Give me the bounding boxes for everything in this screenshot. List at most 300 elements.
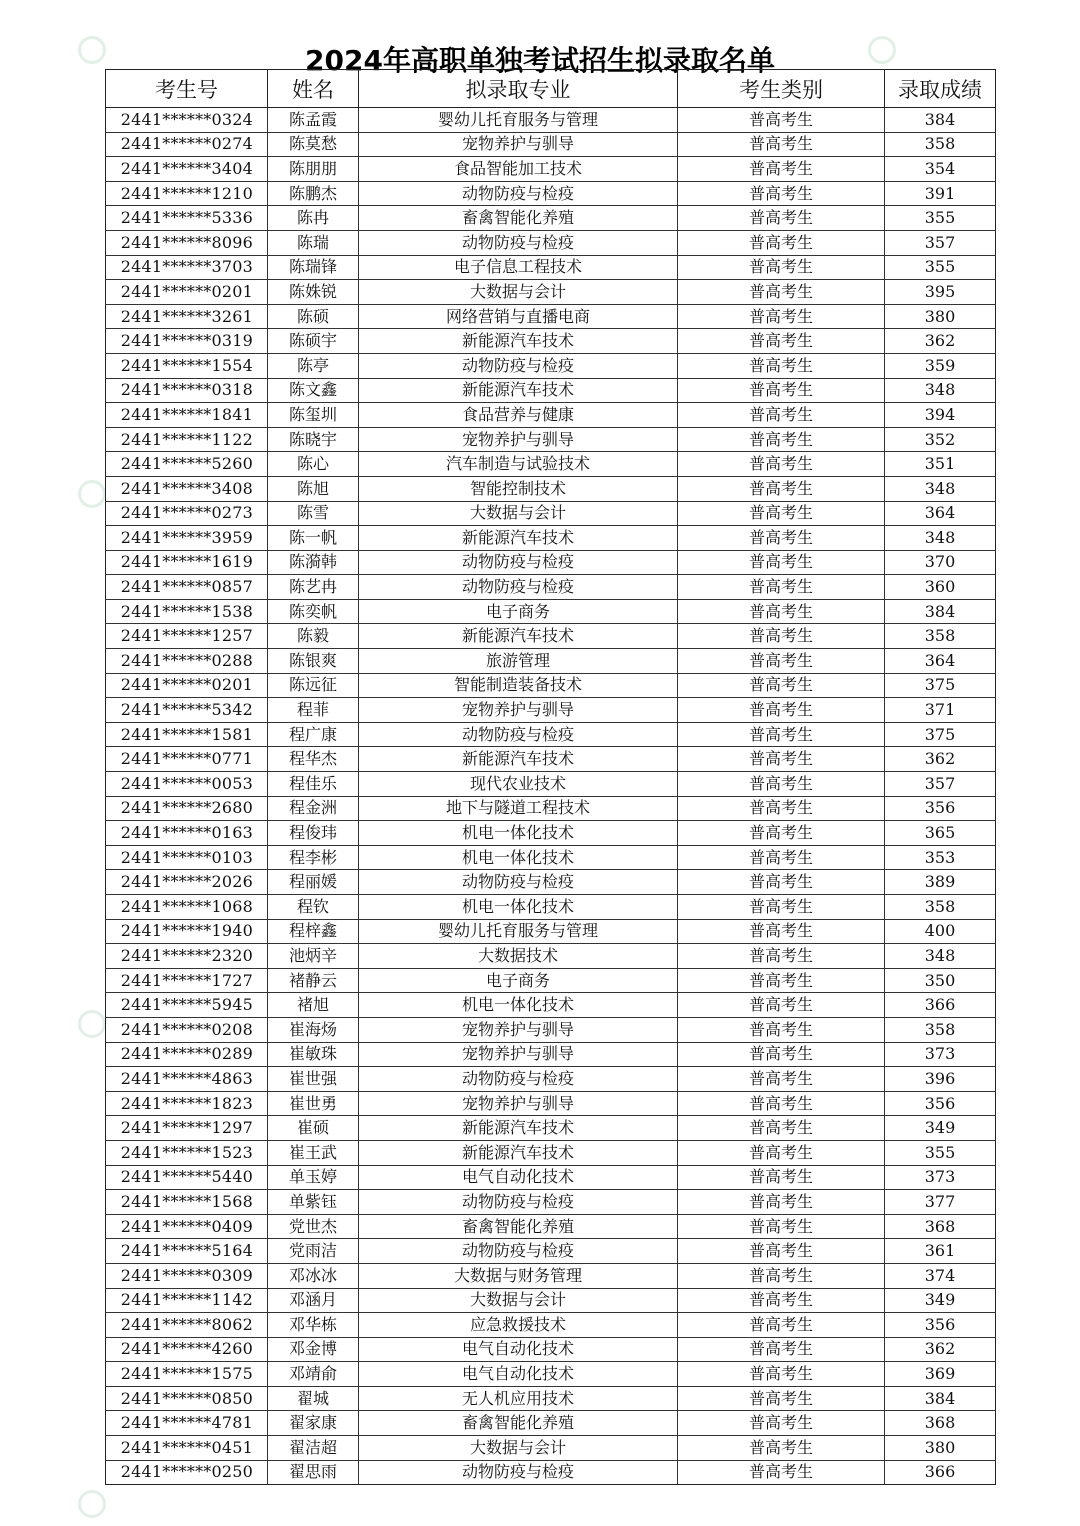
cell-score: 380 <box>885 304 996 329</box>
table-row <box>106 1214 996 1239</box>
table-row <box>106 427 996 452</box>
cell-exam-id: 2441******0053 <box>106 772 268 797</box>
cell-score: 357 <box>885 772 996 797</box>
cell-major: 畜禽智能化养殖 <box>359 1214 678 1239</box>
cell-major: 宠物养护与驯导 <box>359 1091 678 1116</box>
cell-name: 陈旭 <box>268 476 359 501</box>
cell-category: 普高考生 <box>678 845 885 870</box>
watermark-logo-icon <box>78 1490 106 1518</box>
cell-score: 377 <box>885 1190 996 1215</box>
cell-category: 普高考生 <box>678 796 885 821</box>
cell-name: 陈毅 <box>268 624 359 649</box>
cell-score: 375 <box>885 722 996 747</box>
table-row <box>106 476 996 501</box>
cell-category: 普高考生 <box>678 476 885 501</box>
cell-major: 电气自动化技术 <box>359 1362 678 1387</box>
table-row <box>106 403 996 428</box>
cell-score: 384 <box>885 599 996 624</box>
watermark-logo-icon <box>78 1010 106 1038</box>
cell-score: 358 <box>885 132 996 157</box>
cell-score: 349 <box>885 1116 996 1141</box>
cell-exam-id: 2441******2680 <box>106 796 268 821</box>
table-row <box>106 206 996 231</box>
cell-name: 陈漪韩 <box>268 550 359 575</box>
cell-category: 普高考生 <box>678 1288 885 1313</box>
cell-major: 新能源汽车技术 <box>359 747 678 772</box>
cell-score: 364 <box>885 501 996 526</box>
cell-major: 现代农业技术 <box>359 772 678 797</box>
cell-score: 362 <box>885 1337 996 1362</box>
cell-name: 陈鹏杰 <box>268 181 359 206</box>
cell-score: 355 <box>885 206 996 231</box>
admission-list-table <box>105 69 996 1485</box>
table-row <box>106 329 996 354</box>
cell-score: 395 <box>885 280 996 305</box>
cell-score: 369 <box>885 1362 996 1387</box>
cell-score: 396 <box>885 1067 996 1092</box>
cell-score: 360 <box>885 575 996 600</box>
cell-exam-id: 2441******5260 <box>106 452 268 477</box>
cell-name: 程佳乐 <box>268 772 359 797</box>
cell-name: 邓金博 <box>268 1337 359 1362</box>
cell-major: 机电一体化技术 <box>359 895 678 920</box>
cell-major: 智能控制技术 <box>359 476 678 501</box>
table-row <box>106 526 996 551</box>
cell-name: 程广康 <box>268 722 359 747</box>
cell-score: 358 <box>885 624 996 649</box>
cell-major: 畜禽智能化养殖 <box>359 206 678 231</box>
table-row <box>106 698 996 723</box>
cell-major: 旅游管理 <box>359 649 678 674</box>
cell-name: 陈银爽 <box>268 649 359 674</box>
table-row <box>106 1091 996 1116</box>
cell-major: 电子信息工程技术 <box>359 255 678 280</box>
cell-score: 356 <box>885 1313 996 1338</box>
cell-exam-id: 2441******1210 <box>106 181 268 206</box>
cell-name: 陈莫愁 <box>268 132 359 157</box>
cell-major: 动物防疫与检疫 <box>359 230 678 255</box>
cell-major: 大数据技术 <box>359 944 678 969</box>
cell-name: 程金洲 <box>268 796 359 821</box>
cell-name: 陈硕宇 <box>268 329 359 354</box>
cell-major: 动物防疫与检疫 <box>359 1067 678 1092</box>
header-row <box>106 70 996 108</box>
cell-major: 智能制造装备技术 <box>359 673 678 698</box>
cell-major: 机电一体化技术 <box>359 845 678 870</box>
cell-category: 普高考生 <box>678 1214 885 1239</box>
cell-name: 翟城 <box>268 1386 359 1411</box>
cell-exam-id: 2441******0857 <box>106 575 268 600</box>
cell-major: 动物防疫与检疫 <box>359 1460 678 1485</box>
cell-exam-id: 2441******1619 <box>106 550 268 575</box>
cell-category: 普高考生 <box>678 353 885 378</box>
cell-score: 348 <box>885 476 996 501</box>
cell-exam-id: 2441******0771 <box>106 747 268 772</box>
table-row <box>106 895 996 920</box>
table-row <box>106 821 996 846</box>
cell-major: 动物防疫与检疫 <box>359 181 678 206</box>
table-row <box>106 304 996 329</box>
cell-major: 汽车制造与试验技术 <box>359 452 678 477</box>
cell-name: 陈一帆 <box>268 526 359 551</box>
cell-name: 陈远征 <box>268 673 359 698</box>
cell-major: 电子商务 <box>359 968 678 993</box>
cell-name: 崔敏珠 <box>268 1042 359 1067</box>
cell-score: 359 <box>885 353 996 378</box>
cell-major: 动物防疫与检疫 <box>359 870 678 895</box>
table-row <box>106 132 996 157</box>
cell-name: 陈孟霞 <box>268 108 359 133</box>
cell-major: 大数据与会计 <box>359 501 678 526</box>
column-header-exam-id: 考生号 <box>106 70 268 108</box>
table-row <box>106 1067 996 1092</box>
cell-exam-id: 2441******0201 <box>106 280 268 305</box>
cell-score: 350 <box>885 968 996 993</box>
cell-category: 普高考生 <box>678 1091 885 1116</box>
cell-major: 动物防疫与检疫 <box>359 353 678 378</box>
cell-exam-id: 2441******4863 <box>106 1067 268 1092</box>
cell-name: 翟思雨 <box>268 1460 359 1485</box>
cell-category: 普高考生 <box>678 1460 885 1485</box>
cell-name: 池炳辛 <box>268 944 359 969</box>
cell-category: 普高考生 <box>678 821 885 846</box>
table-row <box>106 1140 996 1165</box>
cell-category: 普高考生 <box>678 280 885 305</box>
cell-category: 普高考生 <box>678 870 885 895</box>
cell-name: 党世杰 <box>268 1214 359 1239</box>
cell-major: 食品营养与健康 <box>359 403 678 428</box>
cell-exam-id: 2441******1841 <box>106 403 268 428</box>
cell-major: 食品智能加工技术 <box>359 157 678 182</box>
cell-major: 宠物养护与驯导 <box>359 1042 678 1067</box>
cell-name: 陈姝锐 <box>268 280 359 305</box>
cell-name: 翟洁超 <box>268 1436 359 1461</box>
cell-score: 375 <box>885 673 996 698</box>
cell-name: 程丽媛 <box>268 870 359 895</box>
cell-category: 普高考生 <box>678 698 885 723</box>
table-row <box>106 353 996 378</box>
cell-score: 373 <box>885 1165 996 1190</box>
cell-major: 动物防疫与检疫 <box>359 1239 678 1264</box>
cell-exam-id: 2441******3703 <box>106 255 268 280</box>
cell-exam-id: 2441******3404 <box>106 157 268 182</box>
cell-name: 陈冉 <box>268 206 359 231</box>
cell-category: 普高考生 <box>678 1337 885 1362</box>
cell-major: 新能源汽车技术 <box>359 1116 678 1141</box>
cell-category: 普高考生 <box>678 1386 885 1411</box>
cell-exam-id: 2441******1575 <box>106 1362 268 1387</box>
table-row <box>106 722 996 747</box>
cell-category: 普高考生 <box>678 132 885 157</box>
table-row <box>106 1386 996 1411</box>
table-row <box>106 944 996 969</box>
cell-score: 351 <box>885 452 996 477</box>
cell-exam-id: 2441******0309 <box>106 1263 268 1288</box>
cell-score: 368 <box>885 1214 996 1239</box>
cell-major: 大数据与会计 <box>359 1436 678 1461</box>
cell-category: 普高考生 <box>678 772 885 797</box>
cell-name: 程梓鑫 <box>268 919 359 944</box>
cell-major: 大数据与会计 <box>359 1288 678 1313</box>
cell-category: 普高考生 <box>678 378 885 403</box>
table-row <box>106 673 996 698</box>
cell-exam-id: 2441******3408 <box>106 476 268 501</box>
cell-category: 普高考生 <box>678 1313 885 1338</box>
table-row <box>106 1239 996 1264</box>
cell-category: 普高考生 <box>678 673 885 698</box>
cell-category: 普高考生 <box>678 575 885 600</box>
cell-exam-id: 2441******0201 <box>106 673 268 698</box>
cell-exam-id: 2441******1581 <box>106 722 268 747</box>
cell-name: 陈奕帆 <box>268 599 359 624</box>
cell-name: 陈艺冉 <box>268 575 359 600</box>
cell-exam-id: 2441******1823 <box>106 1091 268 1116</box>
cell-category: 普高考生 <box>678 624 885 649</box>
cell-exam-id: 2441******1940 <box>106 919 268 944</box>
cell-category: 普高考生 <box>678 1411 885 1436</box>
cell-score: 368 <box>885 1411 996 1436</box>
table-row <box>106 501 996 526</box>
table-row <box>106 649 996 674</box>
cell-major: 新能源汽车技术 <box>359 378 678 403</box>
cell-name: 褚静云 <box>268 968 359 993</box>
table-row <box>106 1460 996 1485</box>
cell-exam-id: 2441******5336 <box>106 206 268 231</box>
cell-name: 程菲 <box>268 698 359 723</box>
column-header-score: 录取成绩 <box>885 70 996 108</box>
cell-name: 陈瑞 <box>268 230 359 255</box>
cell-exam-id: 2441******1523 <box>106 1140 268 1165</box>
cell-name: 党雨洁 <box>268 1239 359 1264</box>
cell-name: 邓涵月 <box>268 1288 359 1313</box>
page-title: 2024年高职单独考试招生拟录取名单 <box>305 43 775 77</box>
table-row <box>106 1411 996 1436</box>
cell-score: 355 <box>885 255 996 280</box>
cell-exam-id: 2441******0103 <box>106 845 268 870</box>
cell-score: 356 <box>885 1091 996 1116</box>
cell-score: 358 <box>885 895 996 920</box>
cell-major: 机电一体化技术 <box>359 993 678 1018</box>
table-row <box>106 157 996 182</box>
cell-score: 354 <box>885 157 996 182</box>
cell-category: 普高考生 <box>678 919 885 944</box>
cell-name: 陈玺圳 <box>268 403 359 428</box>
cell-name: 崔王武 <box>268 1140 359 1165</box>
cell-score: 352 <box>885 427 996 452</box>
cell-score: 358 <box>885 1017 996 1042</box>
table-row <box>106 993 996 1018</box>
cell-major: 动物防疫与检疫 <box>359 722 678 747</box>
cell-exam-id: 2441******4260 <box>106 1337 268 1362</box>
cell-exam-id: 2441******0289 <box>106 1042 268 1067</box>
cell-category: 普高考生 <box>678 1436 885 1461</box>
cell-score: 348 <box>885 378 996 403</box>
cell-score: 362 <box>885 747 996 772</box>
cell-name: 程俊玮 <box>268 821 359 846</box>
table-row <box>106 452 996 477</box>
cell-category: 普高考生 <box>678 304 885 329</box>
cell-major: 婴幼儿托育服务与管理 <box>359 919 678 944</box>
cell-major: 宠物养护与驯导 <box>359 132 678 157</box>
cell-category: 普高考生 <box>678 255 885 280</box>
cell-name: 单紫钰 <box>268 1190 359 1215</box>
cell-exam-id: 2441******2026 <box>106 870 268 895</box>
cell-major: 新能源汽车技术 <box>359 624 678 649</box>
table-row <box>106 747 996 772</box>
cell-exam-id: 2441******3261 <box>106 304 268 329</box>
column-header-category: 考生类别 <box>678 70 885 108</box>
cell-category: 普高考生 <box>678 747 885 772</box>
cell-major: 网络营销与直播电商 <box>359 304 678 329</box>
cell-category: 普高考生 <box>678 1362 885 1387</box>
table-header <box>106 70 996 108</box>
cell-category: 普高考生 <box>678 1017 885 1042</box>
cell-score: 371 <box>885 698 996 723</box>
cell-exam-id: 2441******0451 <box>106 1436 268 1461</box>
table-row <box>106 108 996 133</box>
cell-exam-id: 2441******5440 <box>106 1165 268 1190</box>
cell-exam-id: 2441******0208 <box>106 1017 268 1042</box>
cell-major: 畜禽智能化养殖 <box>359 1411 678 1436</box>
cell-score: 355 <box>885 1140 996 1165</box>
cell-exam-id: 2441******0409 <box>106 1214 268 1239</box>
cell-exam-id: 2441******0273 <box>106 501 268 526</box>
cell-score: 361 <box>885 1239 996 1264</box>
cell-category: 普高考生 <box>678 1263 885 1288</box>
cell-category: 普高考生 <box>678 895 885 920</box>
cell-major: 动物防疫与检疫 <box>359 1190 678 1215</box>
cell-score: 365 <box>885 821 996 846</box>
cell-exam-id: 2441******1568 <box>106 1190 268 1215</box>
cell-category: 普高考生 <box>678 1140 885 1165</box>
cell-name: 陈硕 <box>268 304 359 329</box>
cell-exam-id: 2441******0850 <box>106 1386 268 1411</box>
table-row <box>106 1362 996 1387</box>
cell-category: 普高考生 <box>678 968 885 993</box>
cell-exam-id: 2441******8096 <box>106 230 268 255</box>
cell-name: 程钦 <box>268 895 359 920</box>
cell-category: 普高考生 <box>678 550 885 575</box>
cell-score: 391 <box>885 181 996 206</box>
cell-exam-id: 2441******0318 <box>106 378 268 403</box>
cell-exam-id: 2441******0163 <box>106 821 268 846</box>
cell-category: 普高考生 <box>678 108 885 133</box>
cell-category: 普高考生 <box>678 526 885 551</box>
cell-major: 地下与隧道工程技术 <box>359 796 678 821</box>
cell-score: 348 <box>885 526 996 551</box>
cell-category: 普高考生 <box>678 329 885 354</box>
cell-major: 新能源汽车技术 <box>359 1140 678 1165</box>
cell-score: 357 <box>885 230 996 255</box>
cell-name: 陈文鑫 <box>268 378 359 403</box>
table-row <box>106 280 996 305</box>
table-row <box>106 575 996 600</box>
table-row <box>106 181 996 206</box>
cell-score: 348 <box>885 944 996 969</box>
cell-score: 389 <box>885 870 996 895</box>
cell-name: 崔世勇 <box>268 1091 359 1116</box>
cell-major: 动物防疫与检疫 <box>359 550 678 575</box>
cell-name: 褚旭 <box>268 993 359 1018</box>
cell-score: 349 <box>885 1288 996 1313</box>
cell-exam-id: 2441******5945 <box>106 993 268 1018</box>
cell-exam-id: 2441******8062 <box>106 1313 268 1338</box>
table-row <box>106 230 996 255</box>
cell-exam-id: 2441******1122 <box>106 427 268 452</box>
cell-exam-id: 2441******1297 <box>106 1116 268 1141</box>
cell-name: 程李彬 <box>268 845 359 870</box>
table-row <box>106 870 996 895</box>
cell-category: 普高考生 <box>678 1116 885 1141</box>
cell-category: 普高考生 <box>678 501 885 526</box>
cell-exam-id: 2441******0324 <box>106 108 268 133</box>
table-body <box>106 108 996 1485</box>
cell-name: 陈朋朋 <box>268 157 359 182</box>
cell-name: 崔海炀 <box>268 1017 359 1042</box>
cell-name: 邓靖俞 <box>268 1362 359 1387</box>
cell-score: 374 <box>885 1263 996 1288</box>
table-row <box>106 968 996 993</box>
cell-major: 婴幼儿托育服务与管理 <box>359 108 678 133</box>
table-row <box>106 599 996 624</box>
cell-category: 普高考生 <box>678 1067 885 1092</box>
cell-major: 新能源汽车技术 <box>359 526 678 551</box>
cell-exam-id: 2441******1068 <box>106 895 268 920</box>
cell-category: 普高考生 <box>678 649 885 674</box>
cell-category: 普高考生 <box>678 722 885 747</box>
table-row <box>106 796 996 821</box>
cell-major: 电气自动化技术 <box>359 1337 678 1362</box>
cell-score: 366 <box>885 993 996 1018</box>
cell-major: 应急救援技术 <box>359 1313 678 1338</box>
watermark-logo-icon <box>78 480 106 508</box>
cell-category: 普高考生 <box>678 427 885 452</box>
cell-category: 普高考生 <box>678 230 885 255</box>
cell-name: 崔世强 <box>268 1067 359 1092</box>
cell-category: 普高考生 <box>678 1165 885 1190</box>
cell-category: 普高考生 <box>678 452 885 477</box>
cell-major: 宠物养护与驯导 <box>359 1017 678 1042</box>
cell-exam-id: 2441******0288 <box>106 649 268 674</box>
cell-score: 366 <box>885 1460 996 1485</box>
cell-category: 普高考生 <box>678 1190 885 1215</box>
cell-score: 400 <box>885 919 996 944</box>
cell-name: 翟家康 <box>268 1411 359 1436</box>
cell-major: 宠物养护与驯导 <box>359 427 678 452</box>
cell-name: 陈亭 <box>268 353 359 378</box>
table-row <box>106 845 996 870</box>
cell-score: 364 <box>885 649 996 674</box>
cell-major: 电子商务 <box>359 599 678 624</box>
cell-score: 353 <box>885 845 996 870</box>
cell-category: 普高考生 <box>678 599 885 624</box>
cell-exam-id: 2441******0250 <box>106 1460 268 1485</box>
cell-score: 356 <box>885 796 996 821</box>
cell-exam-id: 2441******1257 <box>106 624 268 649</box>
table-row <box>106 1190 996 1215</box>
cell-exam-id: 2441******0319 <box>106 329 268 354</box>
cell-exam-id: 2441******5164 <box>106 1239 268 1264</box>
cell-exam-id: 2441******3959 <box>106 526 268 551</box>
cell-major: 电气自动化技术 <box>359 1165 678 1190</box>
cell-category: 普高考生 <box>678 1239 885 1264</box>
column-header-name: 姓名 <box>268 70 359 108</box>
cell-exam-id: 2441******4781 <box>106 1411 268 1436</box>
cell-score: 384 <box>885 108 996 133</box>
cell-score: 373 <box>885 1042 996 1067</box>
table-row <box>106 919 996 944</box>
cell-category: 普高考生 <box>678 944 885 969</box>
